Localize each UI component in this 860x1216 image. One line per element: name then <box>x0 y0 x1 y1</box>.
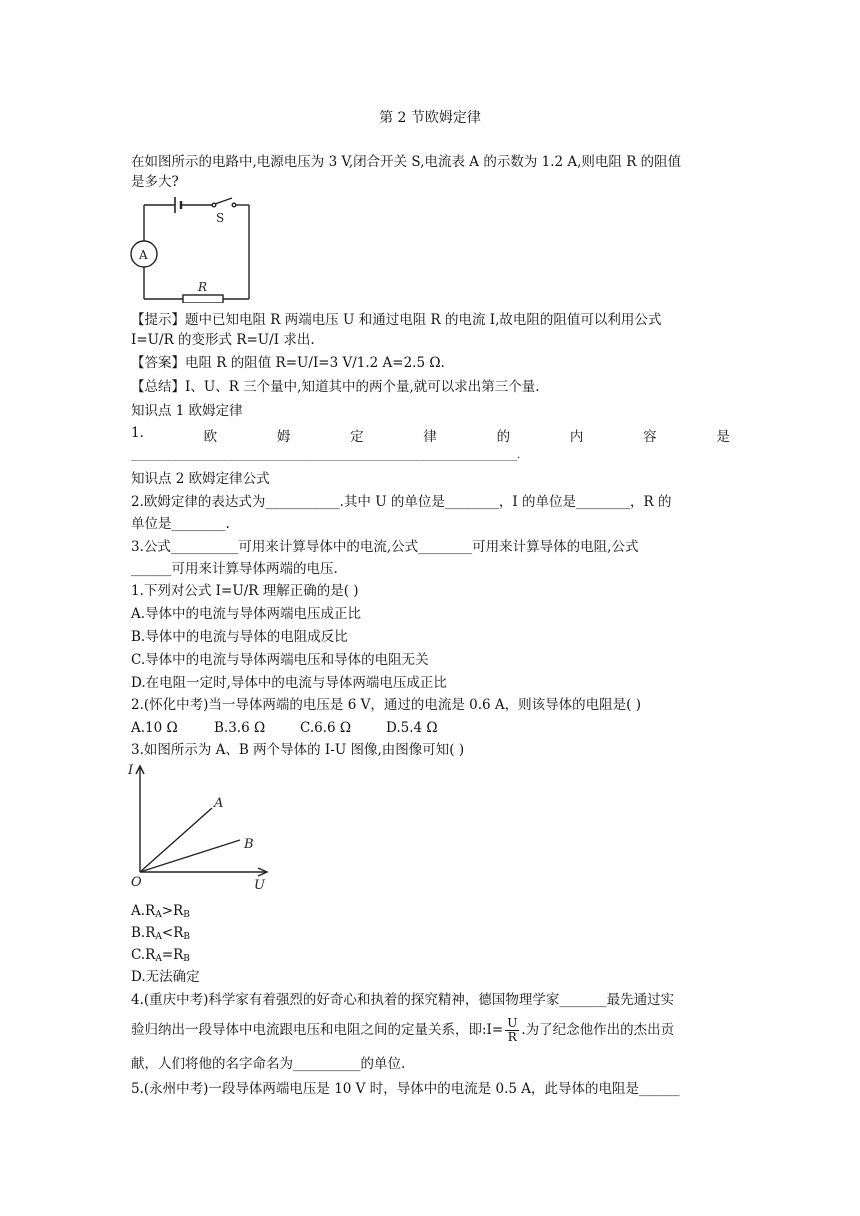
exercise4-line1: 4.(重庆中考)科学家有着强烈的好奇心和执着的探究精神，德国物理学家_______最先通过实 <box>131 992 675 1008</box>
ohm-formula-fraction: $\frac{U}{R}$ <box>507 1016 518 1044</box>
q1-word: 定 <box>350 429 364 445</box>
exercise1-option-c: C.导体中的电流与导体两端电压和导体的电阻无关 <box>131 652 429 668</box>
exercise3-option-d: D.无法确定 <box>131 969 200 985</box>
line-a-label: A <box>214 796 224 811</box>
answer: 【答案】电阻 R 的阻值 R=U/I=3 V/1.2 A=2.5 Ω. <box>131 355 445 371</box>
resistor-label: R <box>198 280 208 294</box>
x-axis-label: U <box>254 878 265 892</box>
exercise3-option-a: $A.R_A>R_B$ <box>131 903 190 920</box>
q1-word: 是 <box>716 429 730 445</box>
exercise1-option-a: A.导体中的电流与导体两端电压成正比 <box>131 606 362 622</box>
hint-line2: I=U/R 的变形式 R=U/I 求出. <box>131 332 315 348</box>
q2-line2: 单位是________. <box>131 516 230 532</box>
exercise2-option-c: C.6.6 Ω <box>300 720 352 736</box>
iu-graph <box>126 760 276 892</box>
page-title: 第 2 节欧姆定律 <box>379 110 481 126</box>
exercise1-option-d: D.在电阻一定时,导体中的电流与导体两端电压成正比 <box>131 675 447 691</box>
q1-word: 1. <box>131 425 144 441</box>
q1-word: 容 <box>643 429 657 445</box>
example-question-line1: 在如图所示的电路中,电源电压为 3 V,闭合开关 S,电流表 A 的示数为 1.2 A,则电阻 R 的阻值 <box>131 154 682 170</box>
q3-line1: 3.公式__________可用来计算导体中的电流,公式________可用来计算导体的电阻,公式 <box>131 539 639 555</box>
exercise2-option-a: A.10 Ω <box>131 720 178 736</box>
exercise3-option-c: $C.R_A=R_B$ <box>131 947 190 964</box>
exercise2-option-b: B.3.6 Ω <box>214 720 266 736</box>
q2-line1: 2.欧姆定律的表达式为___________.其中 U 的单位是________，I 的单位是________，R 的 <box>131 494 672 510</box>
hint-line1: 【提示】题中已知电阻 R 两端电压 U 和通过电阻 R 的电流 I,故电阻的阻值可以利用公式 <box>131 312 662 328</box>
example-question-line2: 是多大? <box>131 174 179 190</box>
circuit-diagram <box>128 195 256 303</box>
knowledge1-heading: 知识点 1 欧姆定律 <box>131 403 243 419</box>
exercise2-stem: 2.(怀化中考)当一导体两端的电压是 6 V，通过的电流是 0.6 A，则该导体的电阻是( ) <box>131 697 641 713</box>
knowledge1-q1 <box>131 425 730 445</box>
exercise3-option-b: $B.R_A<R_B$ <box>131 925 190 942</box>
q1-word: 姆 <box>276 429 291 445</box>
summary: 【总结】I、U、R 三个量中,知道其中的两个量,就可以求出第三个量. <box>131 379 540 395</box>
knowledge2-heading: 知识点 2 欧姆定律公式 <box>131 471 270 487</box>
q3-line2: ______可用来计算导体两端的电压. <box>131 561 338 577</box>
exercise2-option-d: D.5.4 Ω <box>386 720 438 736</box>
exercise5-line1: 5.(永州中考)一段导体两端电压是 10 V 时，导体中的电流是 0.5 A，此导体的电阻是______ <box>131 1081 680 1097</box>
knowledge1-q1-blank: ___________________________________________________________________________. <box>131 449 521 461</box>
exercise4-line3: 献，人们将他的名字命名为__________的单位. <box>131 1056 406 1072</box>
exercise4-line2: 验归纳出一段导体中电流跟电压和电阻之间的定量关系，即:I= $\frac{U}{R}$ .为了纪念他作出的杰出贡 <box>131 1016 675 1044</box>
origin-label: O <box>131 875 142 890</box>
y-axis-label: I <box>128 763 134 778</box>
exercise1-stem: 1.下列对公式 I=U/R 理解正确的是( ) <box>131 583 359 599</box>
q1-word: 律 <box>423 429 437 445</box>
exercise1-option-b: B.导体中的电流与导体的电阻成反比 <box>131 629 348 645</box>
q1-word: 欧 <box>203 429 218 445</box>
switch-label: S <box>216 211 225 225</box>
q1-word: 的 <box>496 429 511 445</box>
q1-word: 内 <box>569 429 584 445</box>
line-b-label: B <box>244 837 254 852</box>
ammeter-label: A <box>139 248 148 262</box>
exercise3-stem: 3.如图所示为 A、B 两个导体的 I-U 图像,由图像可知( ) <box>131 742 465 758</box>
